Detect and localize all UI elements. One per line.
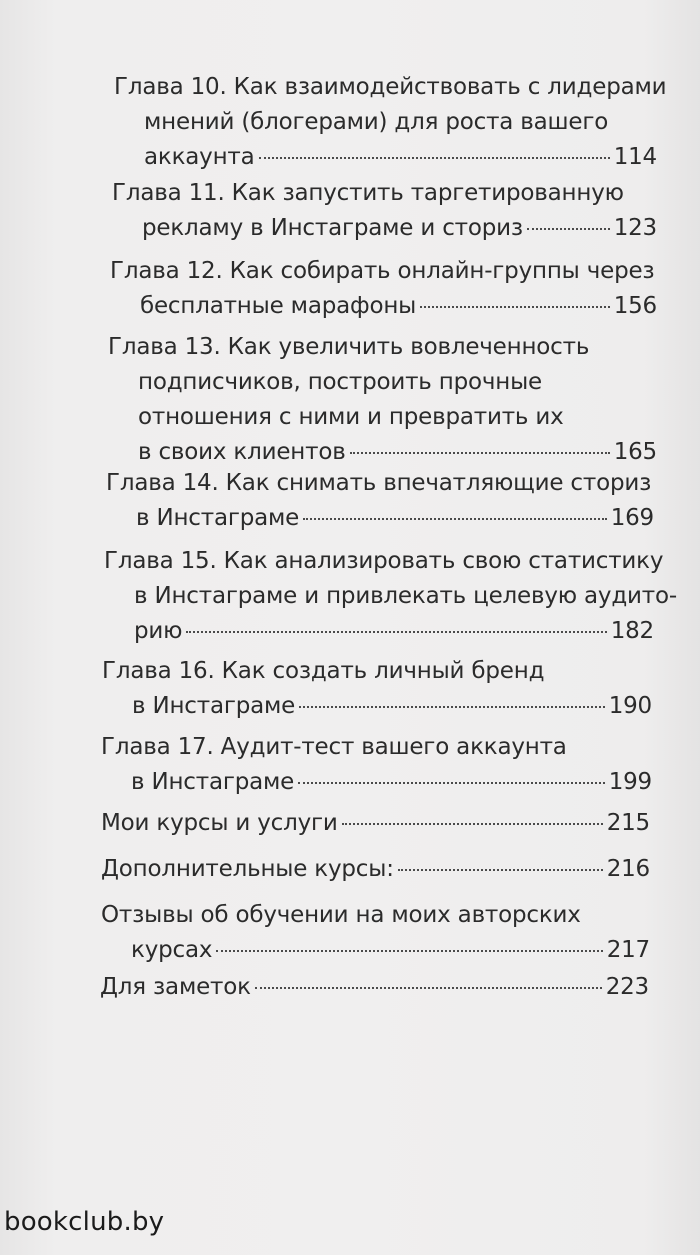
toc-entry-notes: [100, 970, 649, 1005]
toc-entry-line: курсах: [131, 937, 213, 963]
page-number: 190: [608, 693, 652, 719]
dot-leader: [350, 452, 610, 454]
page-number: 114: [613, 144, 657, 170]
dot-leader: [342, 823, 603, 825]
toc-entry-line: рию: [134, 618, 183, 644]
toc-entry-line: подписчиков, построить прочные: [138, 369, 543, 395]
page-number: 217: [606, 937, 650, 963]
toc-entry-line: в Инстаграме: [132, 693, 296, 719]
toc-entry-line: Глава 12. Как собирать онлайн-группы через: [110, 258, 655, 284]
page-number: 182: [610, 618, 654, 644]
toc-entry-my-courses: [101, 806, 650, 841]
page-number: 165: [613, 439, 657, 465]
toc-entry-chapter-16: [102, 654, 652, 724]
toc-entry-chapter-12: [110, 254, 657, 324]
dot-leader: [299, 706, 605, 708]
toc-entry-last-line: [110, 289, 657, 324]
toc-entry-line: Глава 14. Как снимать впечатляющие сториз: [106, 470, 652, 496]
toc-entry-last-line: [108, 435, 657, 470]
dot-leader: [255, 987, 602, 989]
dot-leader: [259, 157, 610, 159]
toc-entry-last-line: [112, 211, 657, 246]
toc-entry-line: Отзывы об обучении на моих авторских: [101, 902, 581, 928]
toc-entry-last-line: [114, 140, 657, 175]
toc-entry-last-line: [100, 970, 649, 1005]
toc-entry-line: в Инстаграме: [136, 505, 300, 531]
toc-entry-reviews: [101, 898, 650, 968]
toc-entry-line: рекламу в Инстаграме и сториз: [142, 215, 523, 241]
toc-entry-line: Для заметок: [100, 974, 251, 1000]
dot-leader: [298, 782, 605, 784]
page-number: 156: [613, 293, 657, 319]
toc-entry-line: мнений (блогерами) для роста вашего: [144, 109, 609, 135]
toc-entry-chapter-10: [114, 70, 667, 175]
toc-entry-line: Мои курсы и услуги: [101, 810, 338, 836]
page-number: 223: [605, 974, 649, 1000]
toc-entry-chapter-17: [101, 730, 652, 800]
toc-entry-last-line: [102, 689, 652, 724]
page-number: 199: [608, 769, 652, 795]
toc-entry-last-line: [101, 765, 652, 800]
page-number: 123: [613, 215, 657, 241]
watermark-text: bookclub.by: [4, 1207, 165, 1237]
toc-entry-line: в Инстаграме: [131, 769, 295, 795]
toc-entry-last-line: [101, 806, 650, 841]
dot-leader: [420, 306, 610, 308]
toc-entry-chapter-15: [104, 544, 677, 649]
toc-entry-chapter-13: [108, 330, 657, 470]
toc-entry-line: в своих клиентов: [138, 439, 346, 465]
toc-entry-line: Дополнительные курсы:: [101, 856, 394, 882]
toc-entry-line: Глава 17. Аудит-тест вашего аккаунта: [101, 734, 567, 760]
page-number: 215: [606, 810, 650, 836]
dot-leader: [527, 228, 610, 230]
dot-leader: [398, 869, 603, 871]
toc-entry-line: аккаунта: [144, 144, 255, 170]
toc-entry-line: Глава 10. Как взаимодействовать с лидерами: [114, 74, 667, 100]
page-number: 169: [610, 505, 654, 531]
toc-entry-line: бесплатные марафоны: [140, 293, 417, 319]
toc-entry-line: Глава 16. Как создать личный бренд: [102, 658, 545, 684]
toc-entry-chapter-14: [106, 466, 654, 536]
dot-leader: [216, 950, 602, 952]
page-number: 216: [606, 856, 650, 882]
toc-entry-additional-courses: [101, 852, 650, 887]
dot-leader: [186, 631, 606, 633]
toc-entry-line: Глава 11. Как запустить таргетированную: [112, 180, 624, 206]
dot-leader: [303, 518, 607, 520]
toc-entry-last-line: [101, 933, 650, 968]
toc-entry-last-line: [104, 614, 654, 649]
toc-entry-line: Глава 15. Как анализировать свою статистику: [104, 548, 664, 574]
toc-entry-line: в Инстаграме и привлекать целевую аудито-: [134, 583, 677, 609]
toc-entry-chapter-11: [112, 176, 657, 246]
toc-entry-last-line: [106, 501, 654, 536]
toc-entry-line: Глава 13. Как увеличить вовлеченность: [108, 334, 590, 360]
toc-entry-line: отношения с ними и превратить их: [138, 404, 564, 430]
toc-entry-last-line: [101, 852, 650, 887]
